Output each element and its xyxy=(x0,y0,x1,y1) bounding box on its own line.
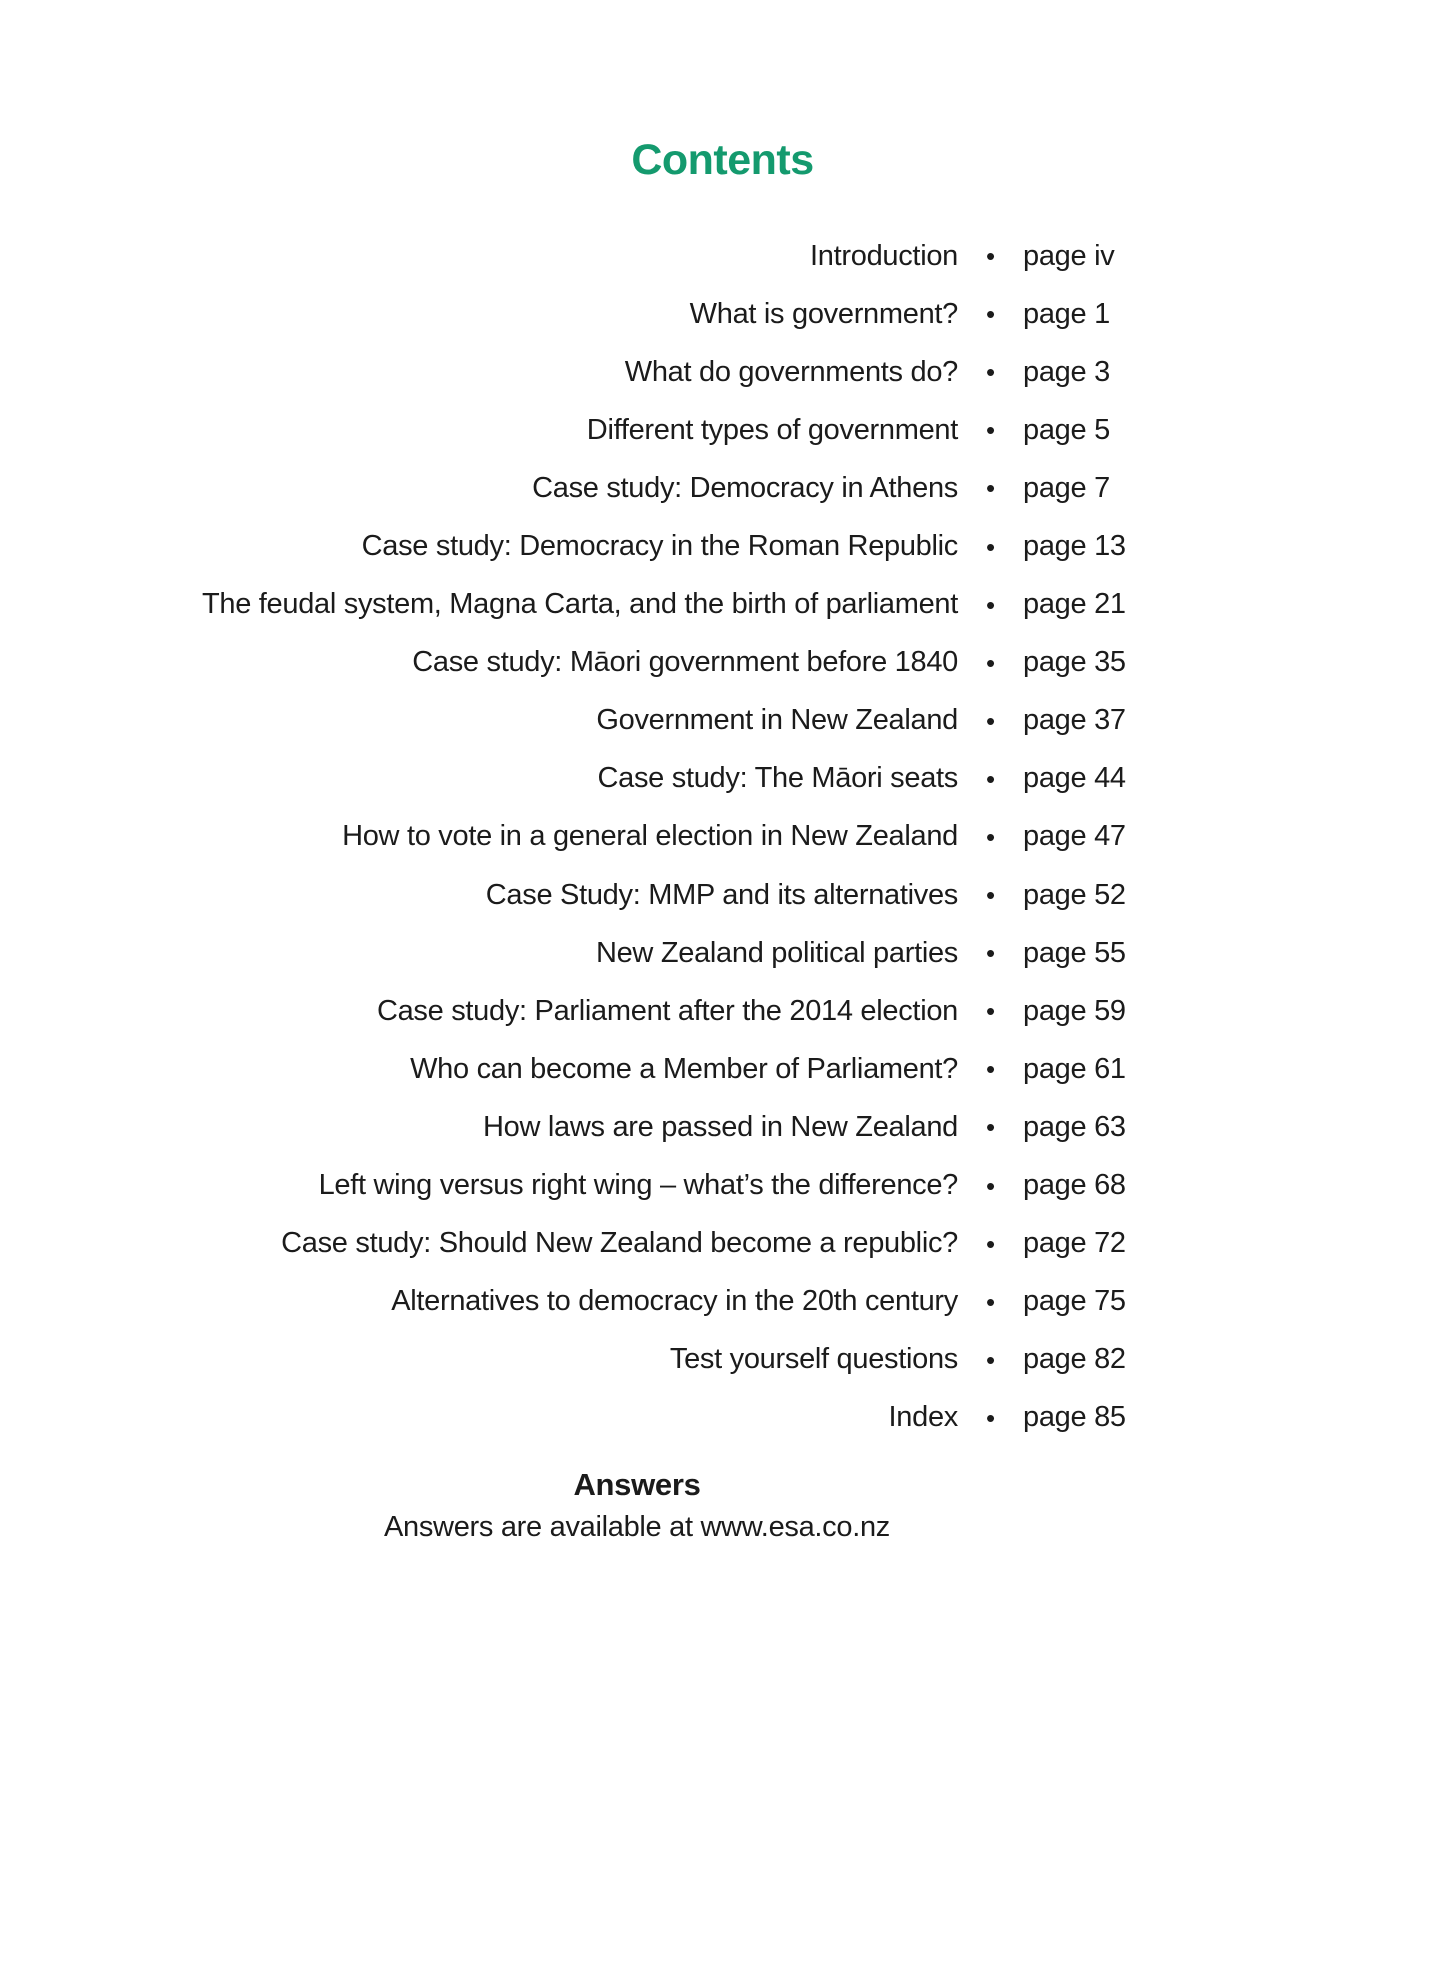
toc-row xyxy=(0,1157,1445,1215)
toc-entry-title: Index xyxy=(888,1401,958,1434)
toc-entry-title: How laws are passed in New Zealand xyxy=(483,1110,958,1143)
table-of-contents xyxy=(0,227,1445,1447)
bullet-icon: • xyxy=(985,415,996,446)
bullet-icon: • xyxy=(985,880,996,911)
toc-entry-title: Alternatives to democracy in the 20th century xyxy=(391,1285,958,1318)
toc-entry-title: Case study: Parliament after the 2014 election xyxy=(376,994,958,1027)
bullet-icon: • xyxy=(985,1344,996,1375)
toc-entry-title: Introduction xyxy=(810,239,958,272)
toc-page-number: page 5 xyxy=(1023,413,1110,446)
toc-row xyxy=(0,1273,1445,1331)
toc-row xyxy=(0,982,1445,1040)
toc-page-number: page 82 xyxy=(1023,1343,1126,1376)
toc-page-number: page 21 xyxy=(1023,588,1126,621)
bullet-icon: • xyxy=(985,1112,996,1143)
toc-row xyxy=(0,343,1445,401)
toc-page-number: page 47 xyxy=(1023,820,1126,853)
answers-availability-note: Answers are available at www.esa.co.nz xyxy=(383,1511,890,1543)
toc-entry-title: Case study: The Māori seats xyxy=(597,762,958,795)
toc-entry-title: Different types of government xyxy=(586,413,958,446)
toc-page-number: page 75 xyxy=(1023,1285,1126,1318)
toc-page-number: page 35 xyxy=(1023,646,1126,679)
bullet-icon: • xyxy=(985,241,996,272)
bullet-icon: • xyxy=(985,1286,996,1317)
bullet-icon: • xyxy=(985,1054,996,1085)
toc-entry-title: Test yourself questions xyxy=(669,1343,958,1376)
toc-page-number: page 59 xyxy=(1023,994,1126,1027)
toc-entry-title: How to vote in a general election in New Zealand xyxy=(342,820,958,853)
toc-page-number: page 7 xyxy=(1023,471,1110,504)
toc-row xyxy=(0,634,1445,692)
bullet-icon: • xyxy=(985,1228,996,1259)
bullet-icon: • xyxy=(985,473,996,504)
toc-entry-title: Case study: Should New Zealand become a republic? xyxy=(281,1227,958,1260)
toc-row xyxy=(0,227,1445,285)
toc-page-number: page 72 xyxy=(1023,1227,1126,1260)
toc-page-number: page 13 xyxy=(1023,530,1126,563)
toc-page-number: page 1 xyxy=(1023,297,1110,330)
toc-entry-title: What is government? xyxy=(689,297,958,330)
toc-row xyxy=(0,401,1445,459)
bullet-icon: • xyxy=(985,647,996,678)
toc-row xyxy=(0,1040,1445,1098)
toc-entry-title: Case Study: MMP and its alternatives xyxy=(485,878,958,911)
toc-page-number: page 52 xyxy=(1023,878,1126,911)
bullet-icon: • xyxy=(985,299,996,330)
toc-row xyxy=(0,750,1445,808)
bullet-icon: • xyxy=(985,763,996,794)
toc-entry-title: What do governments do? xyxy=(624,355,958,388)
toc-row xyxy=(0,517,1445,575)
toc-entry-title: Who can become a Member of Parliament? xyxy=(410,1052,958,1085)
toc-page-number: page 68 xyxy=(1023,1169,1126,1202)
toc-row xyxy=(0,866,1445,924)
toc-page-number: page 3 xyxy=(1023,355,1110,388)
bullet-icon: • xyxy=(985,938,996,969)
bullet-icon: • xyxy=(985,705,996,736)
bullet-icon: • xyxy=(985,821,996,852)
page-title: Contents xyxy=(631,135,814,184)
bullet-icon: • xyxy=(985,589,996,620)
bullet-icon: • xyxy=(985,357,996,388)
toc-row xyxy=(0,1098,1445,1156)
toc-entry-title: Case study: Democracy in Athens xyxy=(532,471,958,504)
toc-page-number: page 44 xyxy=(1023,762,1126,795)
toc-page-number: page 61 xyxy=(1023,1052,1126,1085)
toc-row xyxy=(0,459,1445,517)
toc-row xyxy=(0,576,1445,634)
toc-entry-title: The feudal system, Magna Carta, and the birth of parliament xyxy=(201,588,958,621)
toc-row xyxy=(0,924,1445,982)
toc-row xyxy=(0,808,1445,866)
toc-page-number: page iv xyxy=(1023,239,1115,272)
toc-entry-title: Case study: Māori government before 1840 xyxy=(412,646,958,679)
toc-entry-title: New Zealand political parties xyxy=(595,936,958,969)
bullet-icon: • xyxy=(985,996,996,1027)
bullet-icon: • xyxy=(985,1170,996,1201)
toc-entry-title: Case study: Democracy in the Roman Republic xyxy=(361,530,958,563)
toc-row xyxy=(0,1389,1445,1447)
toc-row xyxy=(0,692,1445,750)
answers-heading: Answers xyxy=(573,1467,701,1502)
bullet-icon: • xyxy=(985,531,996,562)
bullet-icon: • xyxy=(985,1402,996,1433)
answers-section xyxy=(0,1464,1274,1548)
toc-page-number: page 37 xyxy=(1023,704,1126,737)
toc-row xyxy=(0,285,1445,343)
toc-row xyxy=(0,1331,1445,1389)
toc-page-number: page 55 xyxy=(1023,936,1126,969)
toc-page-number: page 85 xyxy=(1023,1401,1126,1434)
toc-page-number: page 63 xyxy=(1023,1110,1126,1143)
toc-entry-title: Government in New Zealand xyxy=(596,704,958,737)
toc-entry-title: Left wing versus right wing – what’s the difference? xyxy=(318,1169,958,1202)
toc-row xyxy=(0,1215,1445,1273)
